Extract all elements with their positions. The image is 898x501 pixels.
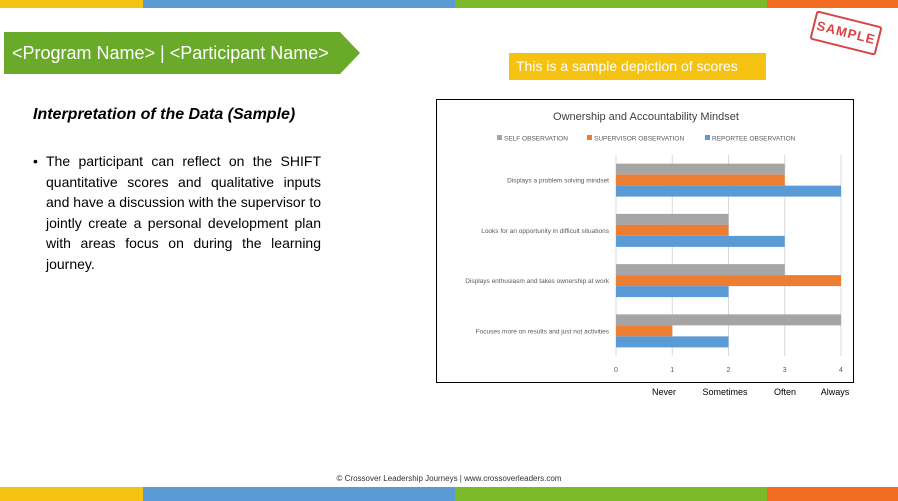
bar-3-3: [616, 286, 729, 297]
bar-1-3: [616, 186, 841, 197]
scale-label-sometimes: Sometimes: [702, 387, 748, 397]
stripe-orange: [767, 0, 898, 8]
bar-chart: [437, 100, 855, 384]
category-label-2: Looks for an opportunity in difficult situations: [481, 227, 609, 235]
stripe-blue: [143, 0, 455, 8]
chart-title: Ownership and Accountability Mindset: [553, 111, 739, 123]
bar-3-1: [616, 264, 785, 275]
legend-label-1: SELF OBSERVATION: [504, 135, 568, 143]
scale-label-often: Often: [773, 387, 797, 397]
bullet-symbol: •: [33, 153, 38, 169]
stripe-green: [455, 0, 767, 8]
interpretation-heading: Interpretation of the Data (Sample): [33, 106, 296, 123]
x-tick-label-1: 1: [670, 367, 675, 374]
bullet-text: The participant can reflect on the SHIFT quantitative scores and qualitative inputs and have a discussion with the supervisor to jointly create a personal development plan with areas focus on during the learning journey.: [46, 153, 321, 272]
category-label-1: Displays a problem solving mindset: [507, 177, 609, 185]
bar-1-1: [616, 164, 785, 175]
bottom-color-stripe: [0, 487, 898, 501]
category-label-4: Focuses more on results and just not activities: [475, 328, 609, 336]
bar-4-1: [616, 314, 841, 325]
sample-note-label: This is a sample depiction of scores: [509, 53, 766, 80]
x-tick-label-3: 3: [782, 367, 787, 374]
legend-label-2: SUPERVISOR OBSERVATION: [594, 135, 685, 143]
bar-3-2: [616, 275, 841, 286]
footer-copyright: © Crossover Leadership Journeys | www.crossoverleaders.com: [336, 474, 562, 483]
x-tick-label-4: 4: [839, 367, 843, 374]
legend-swatch-3: [705, 135, 710, 140]
stripe-yellow: [0, 0, 143, 8]
scale-label-always: Always: [820, 387, 850, 397]
bar-2-3: [616, 236, 785, 247]
legend-swatch-2: [587, 135, 592, 140]
legend-swatch-1: [497, 135, 502, 140]
category-label-3: Displays enthusiasm and takes ownership at work: [465, 278, 609, 286]
sample-stamp: SAMPLE: [809, 10, 882, 56]
bar-2-2: [616, 225, 729, 236]
bar-4-2: [616, 325, 672, 336]
bar-4-3: [616, 336, 729, 347]
stripe-orange: [767, 487, 898, 501]
bar-1-2: [616, 175, 785, 186]
x-tick-label-2: 2: [726, 367, 731, 374]
stripe-green: [455, 487, 767, 501]
legend-label-3: REPORTEE OBSERVATION: [712, 135, 796, 143]
scale-label-never: Never: [651, 387, 677, 397]
bar-2-1: [616, 214, 729, 225]
interpretation-bullet: [33, 151, 321, 274]
x-tick-label-0: 0: [614, 367, 618, 374]
stripe-yellow: [0, 487, 143, 501]
stripe-blue: [143, 487, 455, 501]
top-color-stripe: [0, 0, 898, 8]
page-title: <Program Name> | <Participant Name>: [12, 43, 329, 63]
chart-frame: [436, 99, 854, 383]
